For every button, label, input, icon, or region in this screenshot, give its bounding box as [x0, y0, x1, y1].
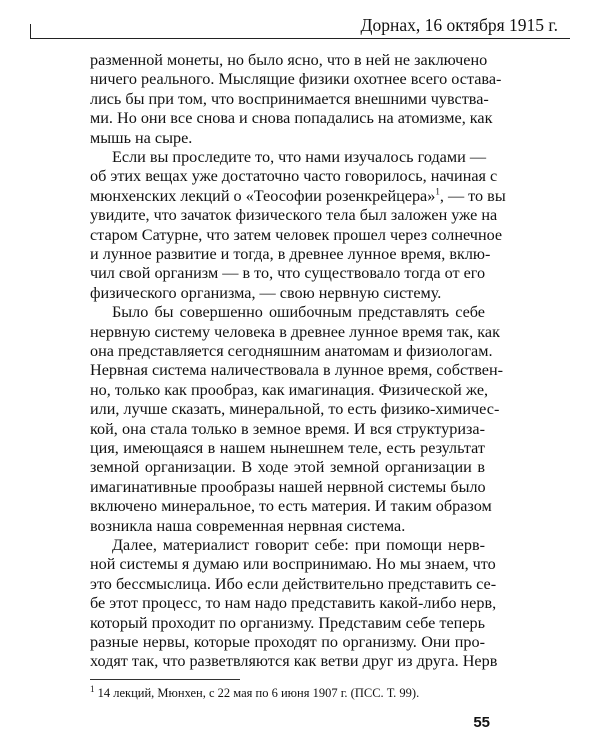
text-line: разменной монеты, но было ясно, что в ней не заключено — [90, 51, 488, 69]
text-line: физического организма, — свою нервную систему. — [90, 283, 442, 302]
text-line: она представляется сегодняшним анатомам и физиологам. — [90, 342, 493, 360]
text-line: Было бы совершенно ошибочным представлять себе — [112, 303, 485, 322]
text-line: Нервная система наличествовала в лунное время, собствен- — [90, 361, 503, 380]
text-line: ничего реального. Мыслящие физики охотнее всего остава- — [90, 70, 502, 89]
text-line: или, лучше сказать, минеральной, то есть физико-химичес- — [90, 400, 500, 419]
text-line: Если вы проследите то, что нами изучалось годами — — [112, 148, 487, 166]
text-line: увидите, что зачаток физического тела был заложен уже на — [90, 206, 498, 225]
text-line: бе этот процесс, то нам надо представить какой-либо нерв, — [90, 594, 497, 613]
text-line: ция, имеющаяся в нашем нынешнем теле, есть результат — [90, 439, 485, 457]
footnote-text: 14 лекций, Мюнхен, с 22 мая по 6 июня 1907 г. (ПСС. Т. 99). — [94, 686, 420, 700]
footnote-marker: 1 — [90, 683, 95, 694]
text-line: и лунное развитие и тогда, в древнее лунное время, вклю- — [90, 245, 491, 263]
text-fragment: мюнхенских лекций о «Теософии розенкрейцера» — [90, 186, 436, 205]
text-line: кой, она стала только в земное время. И вся структуриза- — [90, 419, 485, 438]
text-line: Далее, материалист говорит себе: при помощи нерв- — [112, 536, 485, 554]
text-line: включено минеральное, то есть материя. И таким образом — [90, 497, 492, 516]
text-line: но, только как прообраз, как имагинация. Физической же, — [90, 380, 489, 399]
text-fragment: , — то вы — [439, 186, 506, 205]
text-line: это бессмыслица. Ибо если действительно представить се- — [90, 574, 497, 593]
text-line: земной организации. В ходе этой земной организации в — [90, 458, 485, 477]
text-line: ходят так, что разветвляются как ветви друг из друга. Нерв — [90, 652, 498, 671]
footnote-rule — [90, 679, 240, 680]
text-line: мышь на сыре. — [90, 128, 193, 147]
text-line: который проходит по организму. Представим себе теперь — [90, 613, 485, 632]
page-number: 55 — [473, 714, 490, 731]
text-line-with-footnote-ref — [90, 186, 506, 206]
header-rule — [30, 38, 570, 39]
text-line: ной системы я думаю или воспринимаю. Но мы знаем, что — [90, 555, 496, 574]
text-line: имагинативные прообразы нашей нервной системы было — [90, 477, 486, 496]
running-title: Дорнах, 16 октября 1915 г. — [360, 15, 558, 35]
text-line: ми. Но они все снова и снова попадались на атомизме, как — [90, 109, 493, 128]
text-line: нервную систему человека в древнее лунное время так, как — [90, 322, 500, 341]
text-line: возникла наша современная нервная система. — [90, 516, 406, 535]
text-line: об этих вещах уже достаточно часто говорилось, начиная с — [90, 167, 498, 186]
text-line: разные нервы, которые проходят по организму. Они про- — [90, 633, 485, 651]
footnote — [90, 683, 420, 701]
text-line: чил свой организм — в то, что существовало тогда от его — [90, 264, 486, 283]
header-corner-mark — [30, 24, 31, 38]
text-line: старом Сатурне, что затем человек прошел через солнечное — [90, 225, 503, 244]
text-line: лись бы при том, что воспринимается внешними чувства- — [90, 89, 489, 108]
footnote-reference: 1 — [435, 186, 440, 197]
